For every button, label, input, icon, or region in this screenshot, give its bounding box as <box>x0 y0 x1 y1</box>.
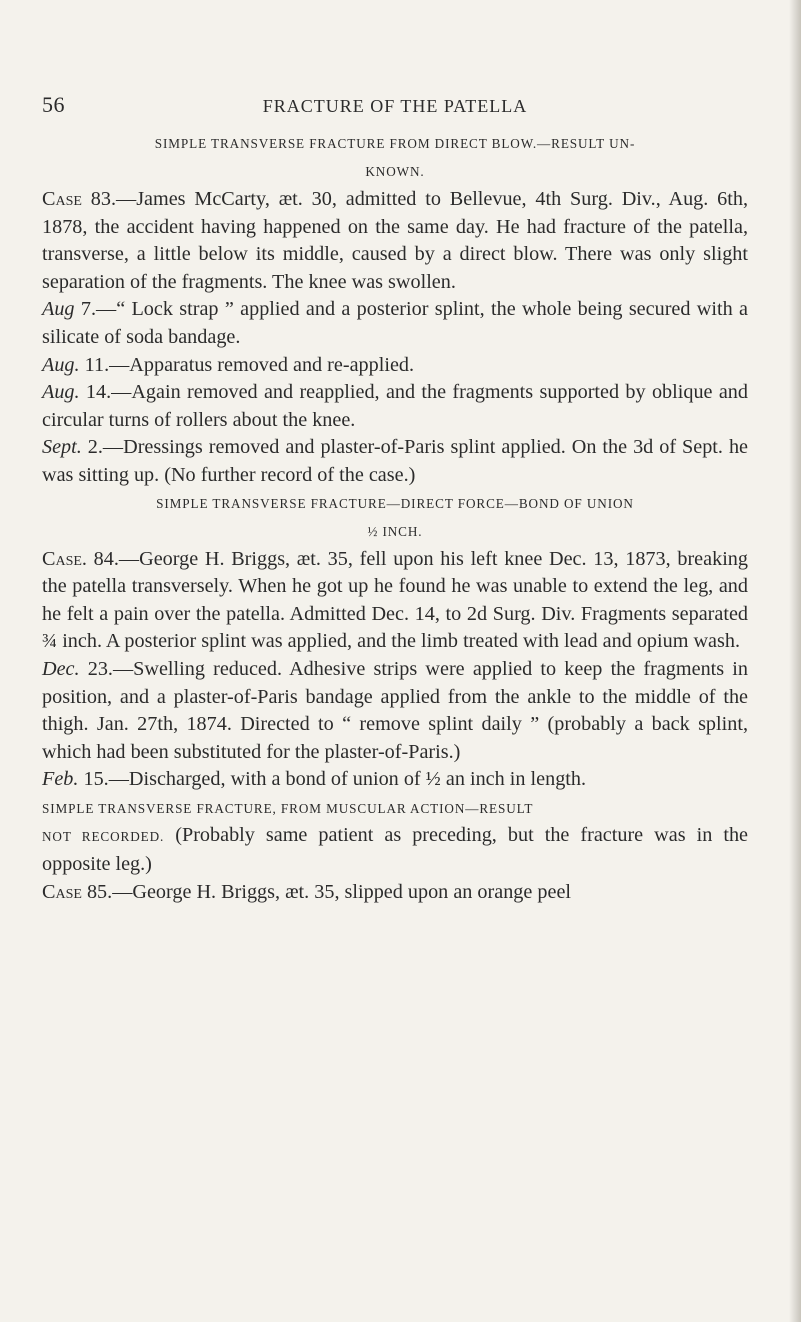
entry-text: 14.—Again removed and reapplied, and the fragments supported by oblique and circular turns of rollers about the knee. <box>42 381 748 431</box>
section-heading: SIMPLE TRANSVERSE FRACTURE FROM DIRECT BLOW.—RESULT UN- KNOWN. <box>154 136 636 179</box>
entry-text: 7.—“ Lock strap ” applied and a posterior splint, the whole being secured with a silicate of soda bandage. <box>42 298 748 348</box>
entry-paragraph <box>42 656 748 766</box>
case-label: Case 85. <box>42 880 113 903</box>
entry-text: 11.—Apparatus removed and re-applied. <box>79 353 415 376</box>
case-label: Case. 84. <box>42 547 119 570</box>
page-edge <box>789 0 801 1322</box>
entry-date: Aug. <box>42 381 80 404</box>
case-paragraph <box>42 546 748 656</box>
entry-paragraph <box>42 766 748 794</box>
case-paragraph <box>42 186 748 296</box>
entry-paragraph <box>42 379 748 434</box>
case-paragraph <box>42 879 748 907</box>
entry-text: 15.—Discharged, with a bond of union of ½ an inch in length. <box>78 768 587 791</box>
entry-date: Feb. <box>42 768 79 791</box>
case-text: —James McCarty, æt. 30, admitted to Bellevue, 4th Surg. Div., Aug. 6th, 1878, the accident having happened on the same day. He had fracture of the patella, transverse, a little below its middle, caused by a direct blow. There was only slight separation of the fragments. The knee was swollen. <box>42 188 748 293</box>
running-title: FRACTURE OF THE PATELLA <box>262 96 528 116</box>
section-heading: SIMPLE TRANSVERSE FRACTURE—DIRECT FORCE—BOND OF UNION ½ INCH. <box>156 495 634 539</box>
heading-tail: (Probably same patient as preceding, but the fracture was in the opposite leg.) <box>42 824 748 876</box>
entry-text: 23.—Swelling reduced. Adhesive strips were applied to keep the fragments in position, and a plaster-of-Paris bandage applied from the ankle to the middle of the thigh. Jan. 27th, 1874. Directed to “ remove splint daily ” (probably a back splint, which had been substituted for the plaster-of-Paris.) <box>42 657 748 763</box>
page-header <box>42 92 748 132</box>
case-label: Case 83. <box>42 188 116 210</box>
entry-text: 2.—Dressings removed and plaster-of-Paris splint applied. On the 3d of Sept. he was sitting up. (No further record of the case.) <box>42 436 748 486</box>
entry-date: Aug. <box>42 353 80 376</box>
entry-date: Sept. <box>42 436 82 459</box>
document-page <box>42 92 748 906</box>
section-heading-cont: NOT RECORDED. <box>42 829 165 845</box>
case-text: —George H. Briggs, æt. 35, fell upon his left knee Dec. 13, 1873, breaking the patella transversely. When he got up he found he was unable to extend the leg, and he felt a pain over the patella. Admitted Dec. 14, to 2d Surg. Div. Fragments separated ¾ inch. A posterior splint was applied, and the limb treated with lead and opium wash. <box>42 547 748 653</box>
entry-paragraph <box>42 434 748 489</box>
section-heading: SIMPLE TRANSVERSE FRACTURE, FROM MUSCULAR ACTION—RESULT <box>42 800 534 816</box>
entry-date: Dec. <box>42 657 80 680</box>
inline-heading-paragraph <box>42 794 748 879</box>
entry-paragraph <box>42 352 748 380</box>
entry-date: Aug <box>42 298 75 321</box>
page-number: 56 <box>42 92 65 117</box>
entry-paragraph <box>42 296 748 351</box>
case-text: —George H. Briggs, æt. 35, slipped upon an orange peel <box>112 880 572 903</box>
